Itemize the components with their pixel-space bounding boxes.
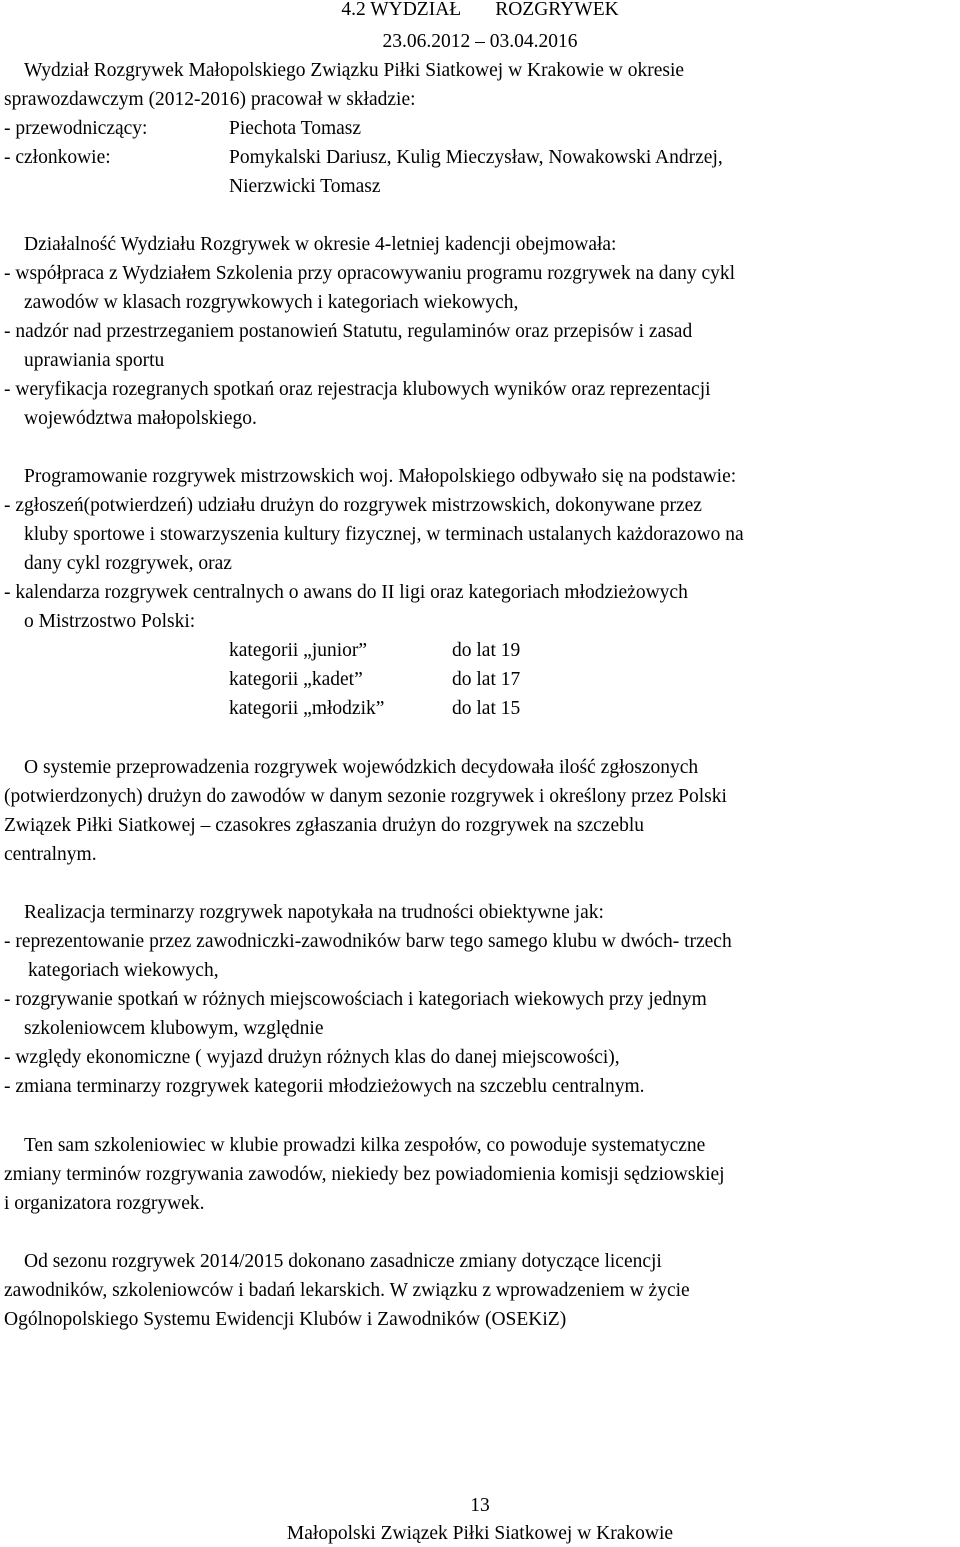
system-line-4: centralnym. xyxy=(4,844,97,865)
category-kadet-age: do lat 17 xyxy=(452,669,521,690)
activity-item-3-line-1: - weryfikacja rozegranych spotkań oraz rejestracja klubowych wyników oraz reprezentacji xyxy=(4,379,711,400)
activity-item-2-line-2: uprawiania sportu xyxy=(24,350,165,371)
members-value-2: Nierzwicki Tomasz xyxy=(229,176,381,197)
activity-item-1-line-1: - współpraca z Wydziałem Szkolenia przy opracowywaniu programu rozgrywek na dany cykl xyxy=(4,263,736,284)
category-mlodzik-age: do lat 15 xyxy=(452,698,521,719)
coach-line-3: i organizatora rozgrywek. xyxy=(4,1193,205,1214)
section-name-part1: WYDZIAŁ xyxy=(370,0,462,20)
section-number: 4.2 xyxy=(341,0,366,20)
category-mlodzik-label: kategorii „młodzik” xyxy=(229,698,385,719)
intro-line-2: sprawozdawczym (2012-2016) pracował w składzie: xyxy=(4,89,416,110)
system-line-1: O systemie przeprowadzenia rozgrywek wojewódzkich decydowała ilość zgłoszonych xyxy=(24,757,699,778)
activity-item-2-line-1: - nadzór nad przestrzeganiem postanowień Statutu, regulaminów oraz przepisów i zasad xyxy=(4,321,693,342)
section-title xyxy=(0,0,960,20)
activity-item-1-line-2: zawodów w klasach rozgrywkowych i kategoriach wiekowych, xyxy=(24,292,519,313)
difficulties-item-2-line-1: - rozgrywanie spotkań w różnych miejscowościach i kategoriach wiekowych przy jednym xyxy=(4,989,707,1010)
system-line-2: (potwierdzonych) drużyn do zawodów w danym sezonie rozgrywek i określony przez Polski xyxy=(4,786,727,807)
coach-line-2: zmiany terminów rozgrywania zawodów, niekiedy bez powiadomienia komisji sędziowskiej xyxy=(4,1164,725,1185)
licences-line-1: Od sezonu rozgrywek 2014/2015 dokonano zasadnicze zmiany dotyczące licencji xyxy=(24,1251,662,1272)
category-junior-age: do lat 19 xyxy=(452,640,521,661)
programming-item-2-line-2: o Mistrzostwo Polski: xyxy=(24,611,196,632)
coach-line-1: Ten sam szkoleniowiec w klubie prowadzi kilka zespołów, co powoduje systematyczne xyxy=(24,1135,706,1156)
section-name-part2: ROZGRYWEK xyxy=(495,0,619,20)
programming-item-2-line-1: - kalendarza rozgrywek centralnych o awans do II ligi oraz kategoriach młodzieżowych xyxy=(4,582,688,603)
programming-item-1-line-1: - zgłoszeń(potwierdzeń) udziału drużyn do rozgrywek mistrzowskich, dokonywane przez xyxy=(4,495,702,516)
programming-item-1-line-2: kluby sportowe i stowarzyszenia kultury fizycznej, w terminach ustalanych każdorazowo na xyxy=(24,524,744,545)
chair-label: - przewodniczący: xyxy=(4,118,148,139)
category-junior-label: kategorii „junior” xyxy=(229,640,368,661)
difficulties-item-1-line-2: kategoriach wiekowych, xyxy=(28,960,219,981)
system-line-3: Związek Piłki Siatkowej – czasokres zgłaszania drużyn do rozgrywek na szczeblu xyxy=(4,815,645,836)
licences-line-3: Ogólnopolskiego Systemu Ewidencji Klubów i Zawodników (OSEKiZ) xyxy=(4,1309,567,1330)
difficulties-heading: Realizacja terminarzy rozgrywek napotykała na trudności obiektywne jak: xyxy=(24,902,604,923)
difficulties-item-1-line-1: - reprezentowanie przez zawodniczki-zawodników barw tego samego klubu w dwóch- trzech xyxy=(4,931,732,952)
difficulties-item-4: - zmiana terminarzy rozgrywek kategorii młodzieżowych na szczeblu centralnym. xyxy=(4,1076,645,1097)
activity-item-3-line-2: województwa małopolskiego. xyxy=(24,408,257,429)
difficulties-item-3: - względy ekonomiczne ( wyjazd drużyn różnych klas do danej miejscowości), xyxy=(4,1047,620,1068)
page-number: 13 xyxy=(470,1495,490,1516)
intro-line-1: Wydział Rozgrywek Małopolskiego Związku Piłki Siatkowej w Krakowie w okresie xyxy=(24,60,685,81)
members-value-1: Pomykalski Dariusz, Kulig Mieczysław, Nowakowski Andrzej, xyxy=(229,147,723,168)
activity-heading: Działalność Wydziału Rozgrywek w okresie 4-letniej kadencji obejmowała: xyxy=(24,234,617,255)
chair-value: Piechota Tomasz xyxy=(229,118,362,139)
licences-line-2: zawodników, szkoleniowców i badań lekarskich. W związku z wprowadzeniem w życie xyxy=(4,1280,690,1301)
footer-organization: Małopolski Związek Piłki Siatkowej w Krakowie xyxy=(286,1523,674,1544)
programming-item-1-line-3: dany cykl rozgrywek, oraz xyxy=(24,553,232,574)
programming-heading: Programowanie rozgrywek mistrzowskich woj. Małopolskiego odbywało się na podstawie: xyxy=(24,466,737,487)
members-label: - członkowie: xyxy=(4,147,111,168)
difficulties-item-2-line-2: szkoleniowcem klubowym, względnie xyxy=(24,1018,324,1039)
category-kadet-label: kategorii „kadet” xyxy=(229,669,363,690)
section-period: 23.06.2012 – 03.04.2016 xyxy=(382,31,578,52)
